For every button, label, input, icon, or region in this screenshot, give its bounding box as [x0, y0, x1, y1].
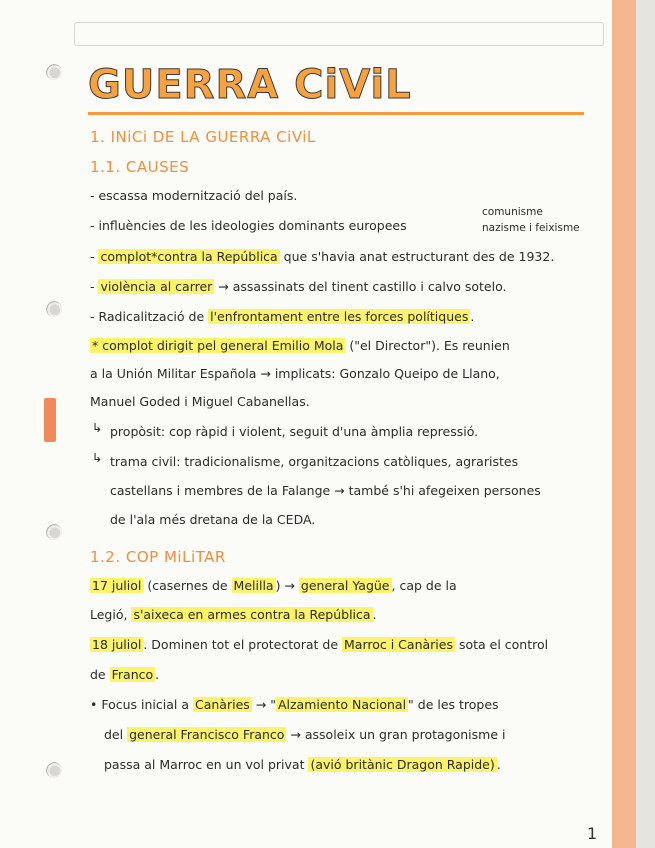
highlight: 17 juliol: [92, 578, 142, 593]
highlight: 18 juliol: [92, 637, 142, 652]
highlight: Melilla: [233, 578, 274, 593]
note-line: a la Unión Militar Española → implicats: Gonzalo Queipo de Llano,: [90, 366, 500, 381]
highlight: s'aixeca en armes contra la República: [133, 607, 371, 622]
cop-line: [104, 757, 501, 772]
binder-hole-icon: [46, 64, 62, 80]
cop-line: [90, 667, 159, 682]
highlight: violència al carrer: [100, 279, 213, 294]
brand-tab: [44, 398, 56, 442]
binder-hole-icon: [46, 762, 62, 778]
cop-line: [90, 637, 548, 652]
cop-text: (casernes de: [143, 578, 232, 593]
note-line: castellans i membres de la Falange → també s'hi afegeixen persones: [110, 483, 541, 498]
highlight: Alzamiento Nacional: [277, 697, 407, 712]
cause-text: .: [470, 309, 475, 324]
cop-text: → assoleix un gran protagonisme i: [286, 727, 506, 742]
highlight: Canàries: [194, 697, 250, 712]
highlight: general Yagüe: [300, 578, 390, 593]
cop-text: sota el control: [454, 637, 549, 652]
cop-text: . Dominen tot el protectorat de: [143, 637, 343, 652]
cause-branch-up: comunisme: [482, 206, 543, 218]
subsection-heading: 1.2. COP MiLiTAR: [90, 548, 226, 566]
cop-text: del: [104, 727, 128, 742]
cop-text: Legió,: [90, 607, 132, 622]
branch-icon: ↳: [92, 450, 103, 465]
highlight: (avió britànic Dragon Rapide): [310, 757, 495, 772]
highlight: * complot dirigit pel general Emilio Mola: [92, 338, 344, 353]
note-line: Manuel Goded i Miguel Cabanellas.: [90, 394, 310, 409]
cop-text: " de les tropes: [408, 697, 499, 712]
highlight: Franco: [111, 667, 154, 682]
cop-line: [104, 727, 505, 742]
subsection-heading: 1.1. CAUSES: [90, 158, 190, 176]
cop-line: [90, 607, 377, 622]
cop-line: [90, 578, 457, 593]
side-tab-strip: [612, 0, 636, 848]
cause-line: - violència al carrer → assassinats del tinent castillo i calvo sotelo.: [90, 279, 507, 294]
note-text: ("el Director"). Es reunien: [345, 338, 510, 353]
cop-text: passa al Marroc en un vol privat: [104, 757, 309, 772]
page-edge: [636, 0, 655, 848]
cop-text: .: [155, 667, 160, 682]
highlight: l'enfrontament entre les forces polítiques: [210, 309, 469, 324]
cop-text: , cap de la: [391, 578, 457, 593]
cause-text: - Radicalització de: [90, 309, 209, 324]
section-heading: 1. INiCi DE LA GUERRA CiViL: [90, 128, 316, 146]
branch-icon: ↳: [92, 420, 103, 435]
cop-text: → ": [251, 697, 276, 712]
page-title: GUERRA CiViL: [88, 62, 412, 108]
highlight: complot*contra la República: [100, 249, 278, 264]
cop-text: ) →: [275, 578, 299, 593]
cause-line: [90, 218, 407, 233]
binder-hole-icon: [46, 524, 62, 540]
cause-line: - escassa modernització del país.: [90, 188, 298, 203]
highlight: Marroc i Canàries: [344, 637, 453, 652]
cop-text: .: [496, 757, 501, 772]
page-number: 1: [587, 824, 598, 843]
cause-line: - complot*contra la República que s'havia anat estructurant des de 1932.: [90, 249, 555, 264]
cause-branch-down: nazisme i feixisme: [482, 222, 580, 234]
cop-line: [90, 697, 499, 712]
cop-text: .: [372, 607, 377, 622]
note-line: trama civil: tradicionalisme, organitzacions catòliques, agraristes: [110, 454, 519, 469]
cause-text: que s'havia anat estructurant des de 1932.: [279, 249, 555, 264]
cause-text: - influències de les ideologies dominants europees: [90, 218, 407, 233]
cause-text: → assassinats del tinent castillo i calvo sotelo.: [214, 279, 507, 294]
cop-text: • Focus inicial a: [90, 697, 193, 712]
note-line: de l'ala més dretana de la CEDA.: [110, 512, 316, 527]
highlight: general Francisco Franco: [129, 727, 285, 742]
cause-line: [90, 309, 474, 324]
title-underline: [88, 112, 584, 115]
note-line: propòsit: cop ràpid i violent, seguit d'una àmplia repressió.: [110, 424, 479, 439]
header-box: [74, 22, 604, 46]
binder-hole-icon: [46, 301, 62, 317]
cop-text: de: [90, 667, 110, 682]
note-line: [90, 338, 510, 353]
